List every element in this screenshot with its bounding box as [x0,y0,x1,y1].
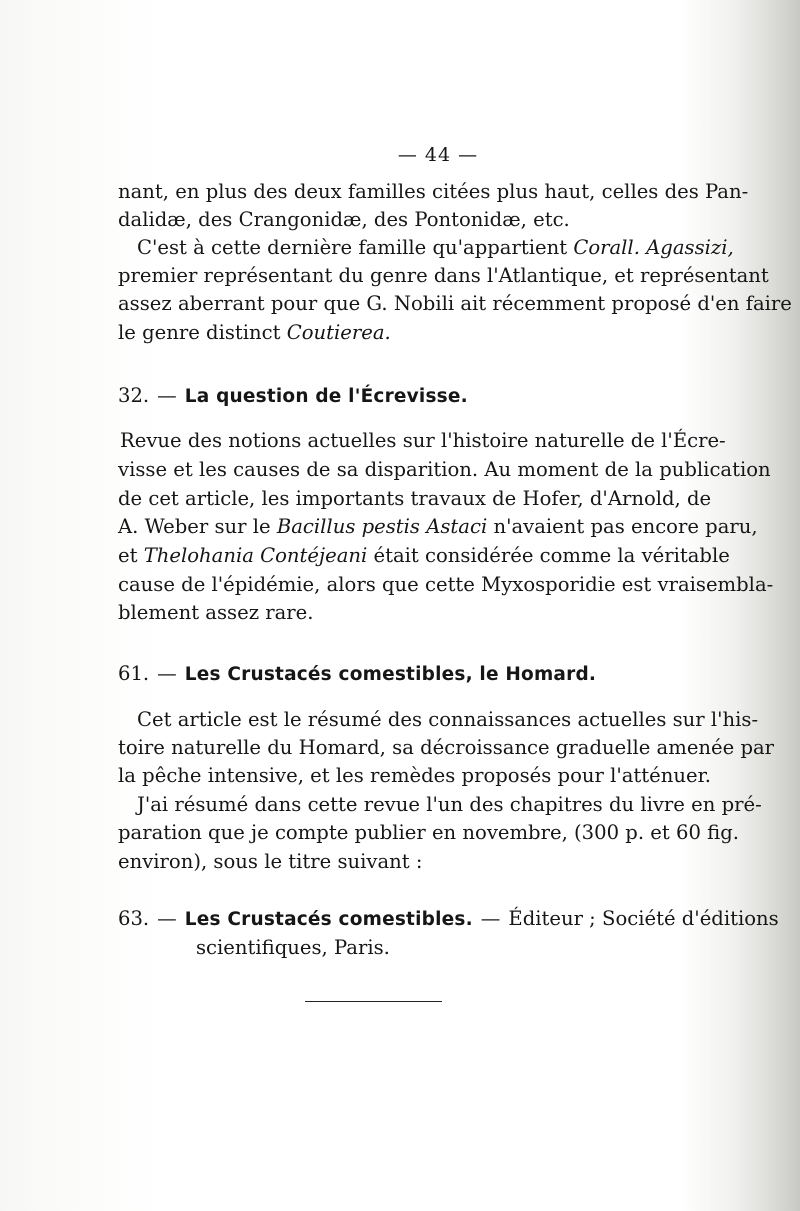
text-line: premier représentant du genre dans l'Atlantique, et représentant [118,264,769,287]
section-number: 63. [118,907,150,930]
text-line: visse et les causes de sa disparition. Au moment de la publication [118,458,771,481]
text-line: le genre distinct Coutierea. [118,321,391,344]
section-dash: — [157,662,177,685]
section-number: 32. [118,384,150,407]
section-title: Les Crustacés comestibles. [184,909,473,930]
page-number: — 44 — [397,144,479,166]
species-name: Bacillus pestis Astaci [276,515,488,538]
species-name: Thelohania Contéjeani [143,544,368,567]
end-rule [305,1001,442,1002]
section-heading-63 [118,904,779,935]
text-line: Revue des notions actuelles sur l'histoire naturelle de l'Écre- [120,429,726,452]
species-name: Corall. Agassizi, [573,236,734,259]
text-line: scientifiques, Paris. [196,936,390,959]
text-line: nant, en plus des deux familles citées plus haut, celles des Pan- [118,180,749,203]
text-line: assez aberrant pour que G. Nobili ait récemment proposé d'en faire [118,292,792,315]
text-line: et Thelohania Contéjeani était considérée comme la véritable [118,544,730,567]
section-title: La question de l'Écrevisse. [184,386,468,407]
text-line: C'est à cette dernière famille qu'appartient Corall. Agassizi, [137,236,734,259]
section-heading-32 [118,381,682,412]
section-dash: — [480,907,501,930]
text-line: toire naturelle du Homard, sa décroissance graduelle amenée par [118,736,775,759]
text-line: dalidæ, des Crangonidæ, des Pontonidæ, etc. [118,208,570,231]
section-dash: — [157,907,177,930]
text-line: Cet article est le résumé des connaissances actuelles sur l'his- [137,708,759,731]
text-line: la pêche intensive, et les remèdes proposés pour l'atténuer. [118,764,712,787]
section-number: 61. [118,662,150,685]
text-line: de cet article, les importants travaux de Hofer, d'Arnold, de [118,487,712,510]
text-line: J'ai résumé dans cette revue l'un des chapitres du livre en pré- [137,793,762,816]
text-line: A. Weber sur le Bacillus pestis Astaci n'avaient pas encore paru, [118,515,758,538]
genus-name: Coutierea. [286,321,391,344]
publisher-text: Éditeur ; Société d'éditions [508,907,779,930]
text-line: paration que je compte publier en novembre, (300 p. et 60 fig. [118,821,739,844]
text-line: cause de l'épidémie, alors que cette Myxosporidie est vraisembla- [118,573,774,596]
section-heading-61 [118,659,682,690]
section-title: Les Crustacés comestibles, le Homard. [184,664,597,685]
text-line: environ), sous le titre suivant : [118,850,423,873]
text-line: blement assez rare. [118,601,314,624]
section-dash: — [157,384,177,407]
